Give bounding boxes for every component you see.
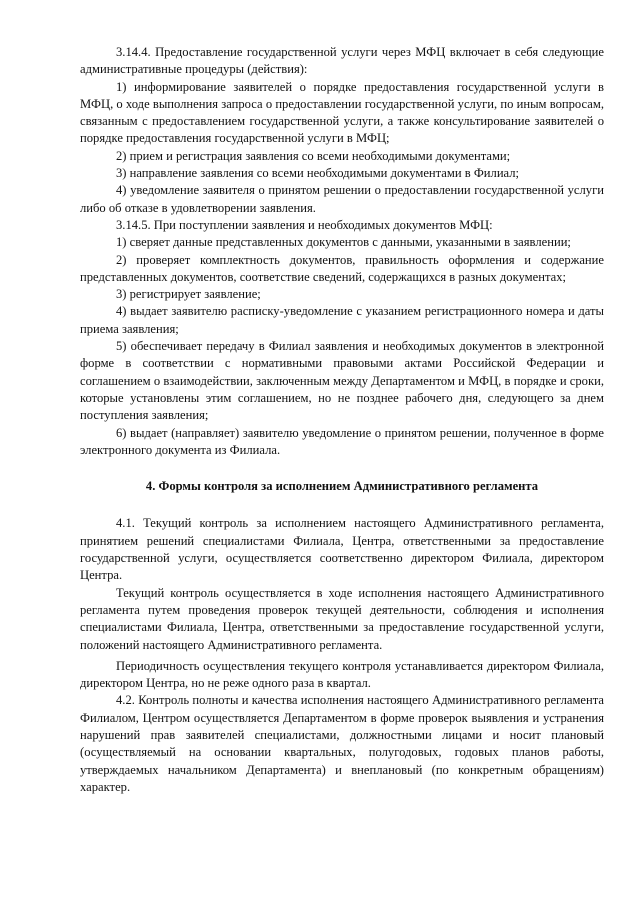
list-item-notification: 4) уведомление заявителя о принятом решении о предоставлении государственной услуги либо об отказе в удовлетворении заявления.: [80, 183, 604, 215]
list-item-issue-notice: 6) выдает (направляет) заявителю уведомление о принятом решении, полученное в форме электронного документа из Филиала.: [80, 425, 604, 457]
list-item-verify: 1) сверяет данные представленных документов с данными, указанными в заявлении;: [116, 235, 571, 250]
paragraph-periodicity: Периодичность осуществления текущего контроля устанавливается директором Филиала, директором Центра, но не реже одного раза в квартал.: [80, 658, 604, 691]
list-item-reception: 2) прием и регистрация заявления со всеми необходимыми документами;: [116, 148, 511, 163]
document-page: [80, 44, 604, 796]
paragraph-3-14-5: 3.14.5. При поступлении заявления и необходимых документов МФЦ:: [116, 217, 493, 232]
paragraph-current-control: Текущий контроль осуществляется в ходе исполнения настоящего Административного регламента путем проведения проверок текущей деятельности, соблюдения и исполнения специалистами Филиала, Центра, ответственными за предоставление государственной услуги, положений настоящего Административного регламента.: [80, 585, 604, 652]
list-item-transfer: 5) обеспечивает передачу в Филиал заявления и необходимых документов в электронной форме в соответствии с нормативными правовыми актами Российской Федерации и соглашением о взаимодействии, заключенным между Департаментом и МФЦ, в порядке и сроки, которые установлены этим соглашением, но не позднее рабочего дня, следующего за днем поступления заявления;: [80, 339, 604, 423]
list-item-register: 3) регистрирует заявление;: [116, 287, 261, 302]
paragraph-4-2: 4.2. Контроль полноты и качества исполнения настоящего Административного регламента Филиалом, Центром осуществляется Департаментом в форме проверок выявления и устранения нарушений прав заявителей специалистами, должностными лицами и носит плановый (осуществляемый на основании квартальных, полугодовых, годовых планов работы, утверждаемых начальником Департамента) и внеплановый (по конкретным обращениям) характер.: [80, 693, 604, 794]
list-item-check-completeness: 2) проверяет комплектность документов, правильность оформления и содержание представленных документов, соответствие сведений, содержащихся в разных документах;: [80, 252, 604, 284]
paragraph-3-14-4: 3.14.4. Предоставление государственной услуги через МФЦ включает в себя следующие административные процедуры (действия):: [80, 45, 604, 77]
section-heading: 4. Формы контроля за исполнением Административного регламента: [145, 479, 539, 494]
paragraph-4-1: 4.1. Текущий контроль за исполнением настоящего Административного регламента, принятием решений специалистами Филиала, Центра, ответственными за предоставление государственной услуги, осуществляется соответственно директором Филиала, директором Центра.: [80, 516, 604, 583]
list-item-forwarding: 3) направление заявления со всеми необходимыми документами в Филиал;: [116, 166, 520, 181]
list-item-receipt: 4) выдает заявителю расписку-уведомление с указанием регистрационного номера и даты приема заявления;: [80, 304, 604, 336]
list-item-informing: 1) информирование заявителей о порядке предоставления государственной услуги в МФЦ, о ходе выполнения запроса о предоставлении государственной услуги, по иным вопросам, связанным с предоставлением государственной услуги, а также консультирование заявителей о порядке предоставления государственной услуги в МФЦ;: [80, 79, 604, 146]
